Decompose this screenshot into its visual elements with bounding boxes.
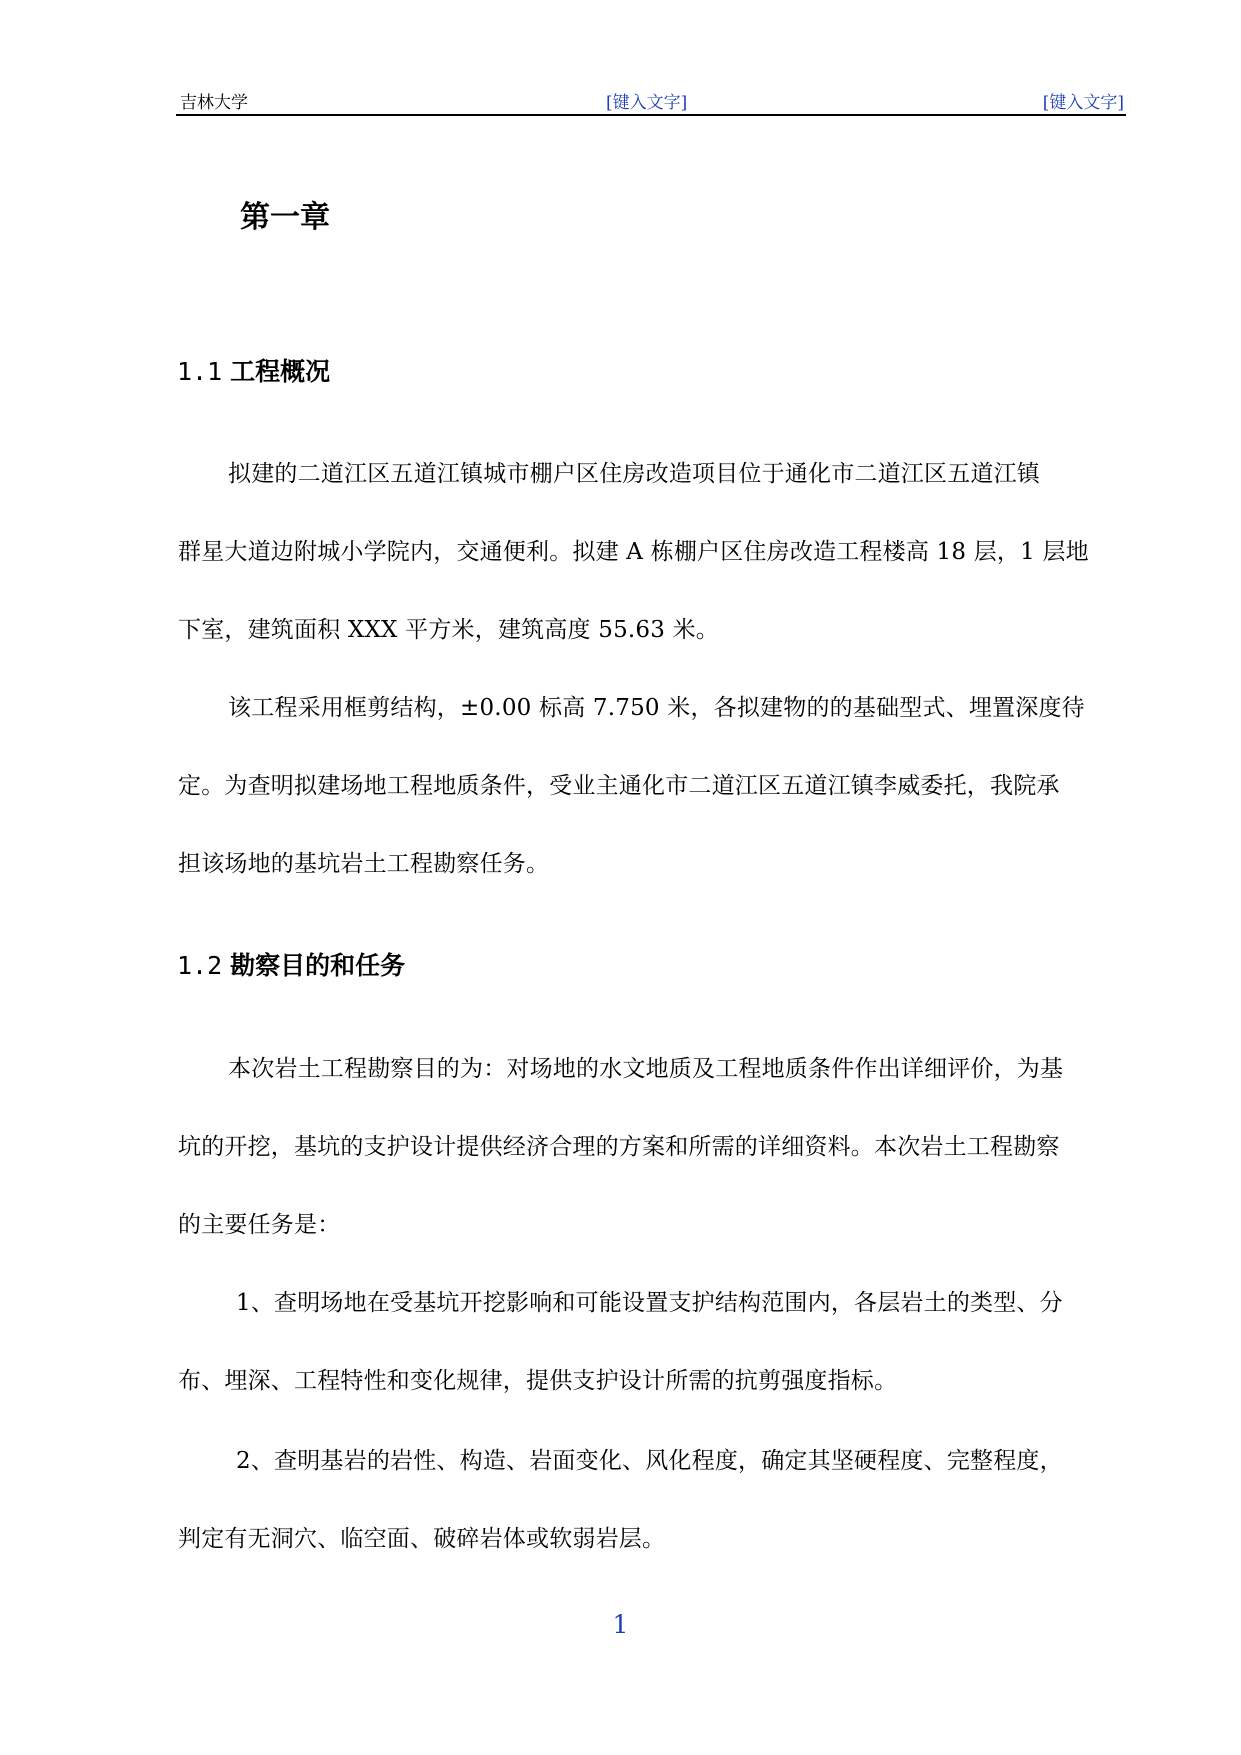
page-header	[176, 86, 1126, 116]
paragraph-line: 本次岩土工程勘察目的为：对场地的水文地质及工程地质条件作出详细评价，为基	[228, 1056, 1064, 1082]
paragraph-line: 定。为查明拟建场地工程地质条件，受业主通化市二道江区五道江镇李威委托，我院承	[178, 773, 1060, 799]
list-item-line: 2、查明基岩的岩性、构造、岩面变化、风化程度，确定其坚硬程度、完整程度，	[236, 1448, 1063, 1474]
list-item-line: 布、埋深、工程特性和变化规律，提供支护设计所需的抗剪强度指标。	[178, 1368, 898, 1394]
list-item-line: 判定有无洞穴、临空面、破碎岩体或软弱岩层。	[178, 1526, 666, 1552]
header-right-placeholder[interactable]: [键入文字]	[1042, 93, 1124, 113]
section-number: 1.2	[177, 951, 223, 980]
section-heading-1-1	[177, 352, 330, 388]
section-number: 1.1	[177, 357, 223, 386]
paragraph-line: 拟建的二道江区五道江镇城市棚户区住房改造项目位于通化市二道江区五道江镇	[228, 461, 1040, 487]
page-number: 1	[612, 1610, 629, 1639]
section-title: 工程概况	[230, 357, 331, 386]
paragraph-line: 群星大道边附城小学院内，交通便利。拟建 A 栋棚户区住房改造工程楼高 18 层，1 层地	[178, 539, 1089, 565]
list-item-line: 1、查明场地在受基坑开挖影响和可能设置支护结构范围内，各层岩土的类型、分	[236, 1290, 1063, 1316]
header-center-placeholder[interactable]: [键入文字]	[606, 93, 688, 113]
section-heading-1-2	[177, 946, 405, 982]
header-left-text: 吉林大学	[180, 93, 248, 113]
paragraph-line: 该工程采用框剪结构，±0.00 标高 7.750 米，各拟建物的的基础型式、埋置深度待	[228, 695, 1085, 721]
paragraph-line: 担该场地的基坑岩土工程勘察任务。	[178, 851, 550, 877]
section-title: 勘察目的和任务	[230, 951, 406, 980]
paragraph-line: 下室，建筑面积 XXX 平方米，建筑高度 55.63 米。	[178, 617, 720, 643]
paragraph-line: 的主要任务是：	[178, 1212, 341, 1238]
paragraph-line: 坑的开挖，基坑的支护设计提供经济合理的方案和所需的详细资料。本次岩土工程勘察	[178, 1134, 1060, 1160]
chapter-title: 第一章	[240, 200, 330, 235]
